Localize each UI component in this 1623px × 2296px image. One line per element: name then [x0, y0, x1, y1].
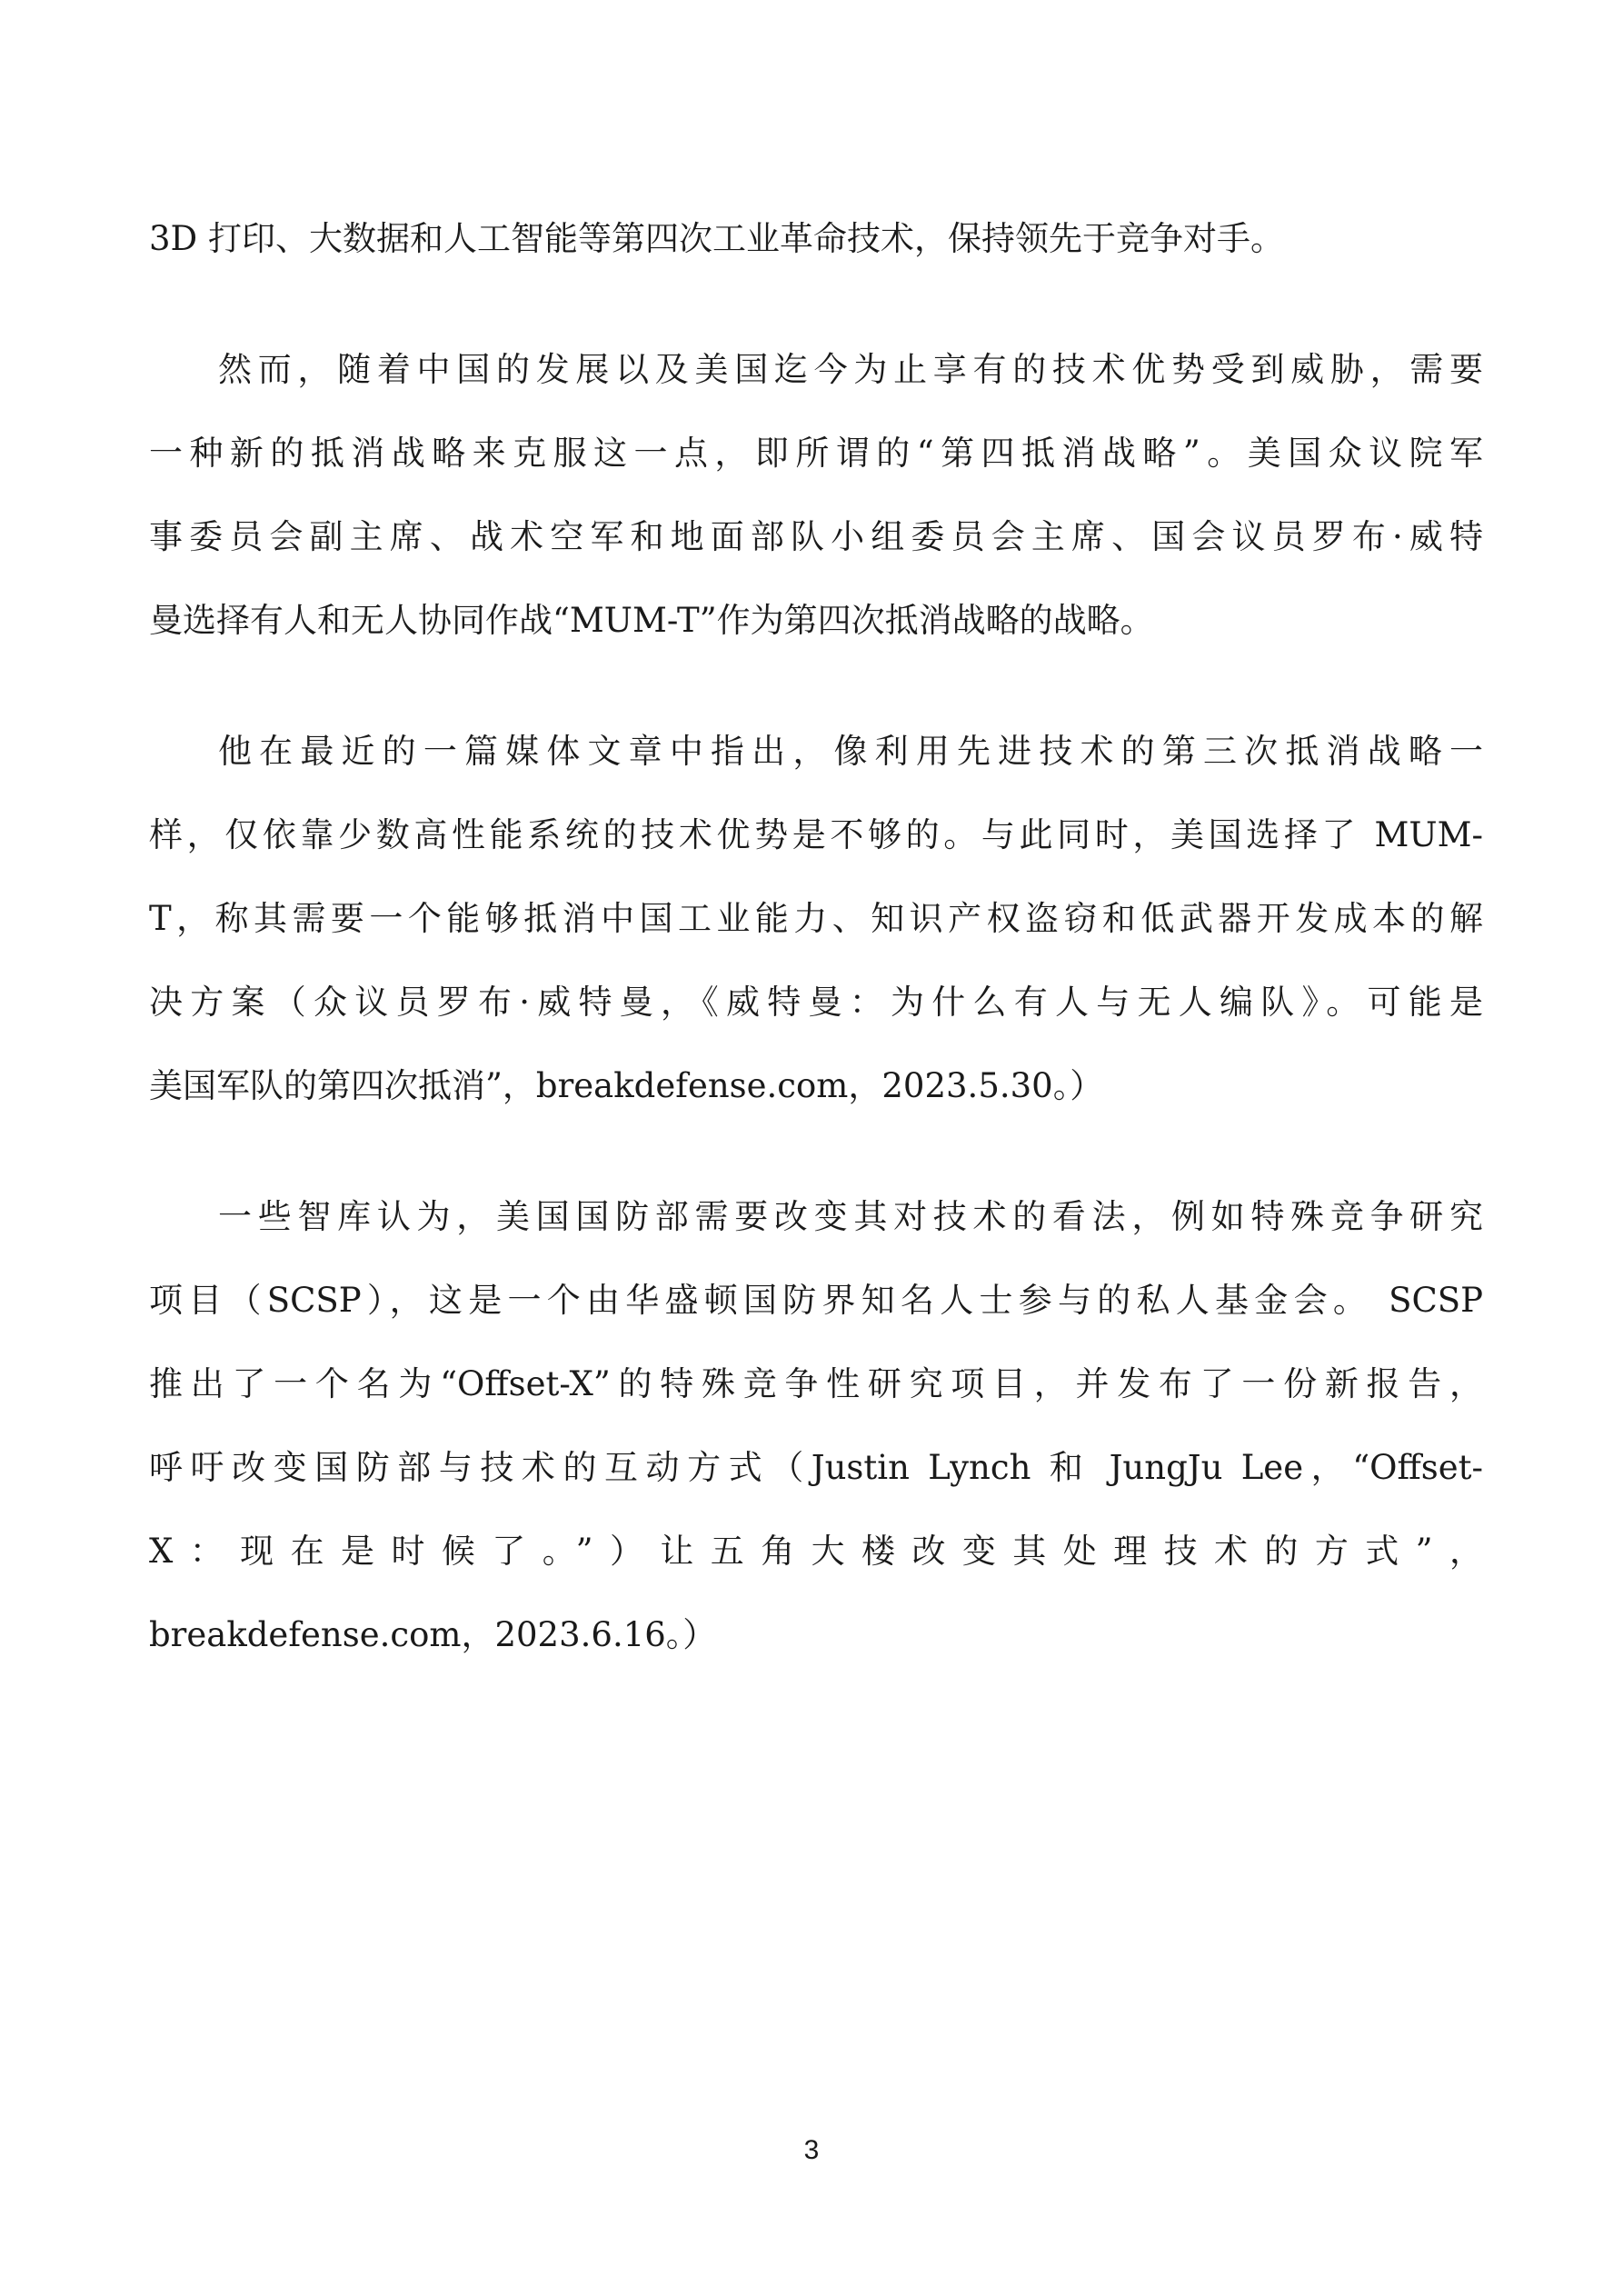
paragraph-3-line-5: 美国军队的第四次抵消”，breakdefense.com，2023.5.30。）: [149, 1066, 1104, 1105]
paragraph-3-line-4: 决方案（众议员罗布·威特曼，《威特曼：为什么有人与无人编队》。可能是: [149, 983, 1483, 1022]
paragraph-4-line-6: breakdefense.com，2023.6.16。）: [149, 1615, 717, 1654]
paragraph-3-line-2: 样，仅依靠少数高性能系统的技术优势是不够的。与此同时，美国选择了 MUM-: [149, 815, 1483, 854]
paragraph-2-line-1: 然而，随着中国的发展以及美国迄今为止享有的技术优势受到威胁，需要: [218, 350, 1483, 389]
paragraph-4-line-1: 一些智库认为，美国国防部需要改变其对技术的看法，例如特殊竞争研究: [218, 1197, 1483, 1236]
paragraph-4-line-4: 呼吁改变国防部与技术的互动方式（Justin Lynch 和 JungJu Lee，“Offset-: [149, 1448, 1483, 1487]
paragraph-3-line-3: T，称其需要一个能够抵消中国工业能力、知识产权盗窃和低武器开发成本的解: [149, 899, 1483, 938]
paragraph-2-line-4: 曼选择有人和无人协同作战“MUM-T”作为第四次抵消战略的战略。: [149, 601, 1154, 640]
page-number: 3: [803, 2135, 820, 2165]
paragraph-4-line-2: 项目（SCSP），这是一个由华盛顿国防界知名人士参与的私人基金会。 SCSP: [149, 1281, 1483, 1320]
paragraph-4-line-5: X：现在是时候了。”）让五角大楼改变其处理技术的方式”，: [149, 1532, 1483, 1571]
paragraph-2-line-2: 一种新的抵消战略来克服这一点，即所谓的“第四抵消战略”。美国众议院军: [149, 434, 1483, 473]
paragraph-1-line-1: 3D 打印、大数据和人工智能等第四次工业革命技术，保持领先于竞争对手。: [149, 219, 1284, 258]
paragraph-3-line-1: 他在最近的一篇媒体文章中指出，像利用先进技术的第三次抵消战略一: [218, 732, 1483, 771]
paragraph-2-line-3: 事委员会副主席、战术空军和地面部队小组委员会主席、国会议员罗布·威特: [149, 517, 1483, 556]
paragraph-4-line-3: 推出了一个名为“Offset-X”的特殊竞争性研究项目，并发布了一份新报告，: [149, 1364, 1483, 1403]
